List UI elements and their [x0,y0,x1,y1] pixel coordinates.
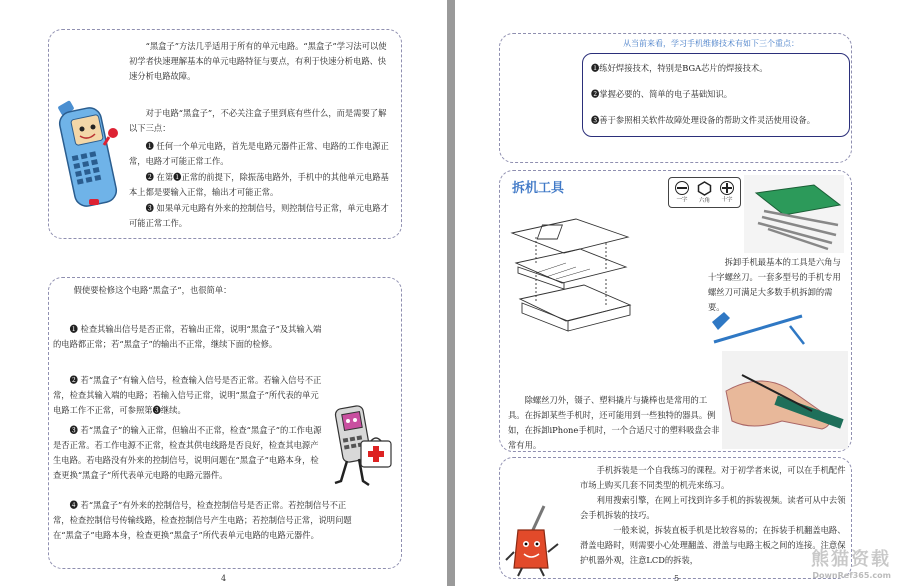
left-repair-box [48,277,402,569]
focus-item-3: ❸善于参照相关软件故障处理设备的帮助文件灵活使用设备。 [591,115,816,125]
hex-tip-icon [697,181,712,204]
watermark [811,545,891,580]
watermark-sub: DownRef365.com [812,571,891,580]
intro-paragraph: “黑盒子”方法几乎适用于所有的单元电路。“黑盒子”学习法可以使初学者快速理解基本的单元电路特征与要点，有利于快速分析电路、快速分析电路故障。 [129,41,387,81]
practice-paragraph-1: 手机拆装是一个自我练习的课程。对于初学者来说，可以在手机配件市场上购买几套不同类型的机壳来练习。 [580,465,846,490]
tools-title: 拆机工具 [512,181,565,196]
point-3: ❸ 如果单元电路有外来的控制信号，则控制信号正常，单元电路才可能正常工作。 [129,203,389,228]
practice-paragraph-2: 利用搜索引擎，在网上可找到许多手机的拆装视频。读者可从中去领会手机拆装的技巧。 [580,495,846,520]
screwdriver-set-photo [744,175,844,253]
practice-paragraph-3: 一般来说，拆装直板手机是比较容易的；在拆装手机翻盖电路、滑盖电路时，则需要小心处理翻盖、滑盖与电路主板之间的连接。注意保护机器外观，注意LCD的拆装， [580,525,846,565]
lead-paragraph: 对于电路“黑盒子”，不必关注盒子里到底有些什么，而是需要了解以下三点： [129,108,387,133]
repair-step-3: ❸ 若“黑盒子”的输入正常，但输出不正常，检查“黑盒子”的工作电源是否正常。若工作电源不正常，检查其供电线路是否良好，检查其电源产生电路。若电路没有外来的控制信号，说明问题在“黑盒子”电路本身，检查更换“黑盒子”所代表单元电路的电路元器件。 [53,425,322,480]
repair-intro: 假使要检修这个电路“黑盒子”，也很简单： [73,285,232,295]
page-number-left: 4 [221,574,227,583]
left-intro-box [48,29,402,239]
book-gutter [447,0,455,586]
watermark-main: 熊猫资载 [811,549,891,570]
tool-label-cross: 十字 [721,197,733,203]
repair-step-2: ❷ 若“黑盒子”有输入信号，检查输入信号是否正常。若输入信号不正常，检查其输入端的电路；若输入信号正常，说明“黑盒子”所代表的单元电路工作不正常，可参照第❸继续。 [53,375,322,415]
disassembly-tools-box [499,170,852,452]
screwdriver-type-icons [668,177,741,208]
tools-paragraph-1: 拆卸手机最基本的工具是六角与十字螺丝刀。一套多型号的手机专用螺丝刀可满足大多数手机拆卸的需要。 [708,257,841,312]
focus-item-1: ❶练好焊接技术，特别是BGA芯片的焊接技术。 [591,63,768,73]
point-1: ❶ 任何一个单元电路，首先是电路元器件正常、电路的工作电源正常，电路才可能正常工作。 [129,141,389,166]
focus-item-2: ❷掌握必要的、简单的电子基础知识。 [591,89,733,99]
cartoon-screwdriver-illustration [504,502,566,578]
pry-tools-photo [706,308,806,348]
cross-tip-icon [720,181,734,204]
hand-prying-photo [722,351,848,449]
cartoon-phone-illustration [49,95,129,210]
repair-step-4: ❹ 若“黑盒子”有外来的控制信号，检查控制信号是否正常。若控制信号不正常，检查控制信号传输线路，检查控制信号产生电路；若控制信号正常，说明问题在“黑盒子”电路本身，检查更换“黑盒子”所代表单元电路的电路元器件。 [53,500,352,540]
disassembly-practice-box [499,457,852,579]
right-page [455,0,897,586]
page-number-right: 5 [674,574,680,583]
focus-heading: 从当前来看，学习手机维修技术有如下三个重点： [623,39,799,48]
tool-label-flat: 一字 [676,197,688,203]
tools-paragraph-2: 除螺丝刀外，镊子、塑料撬片与撬棒也是常用的工具。在拆卸某些手机时，还可能用到一些独特的器具。例如，在拆卸iPhone手机时，一个合适尺寸的塑料吸盘会非常有用。 [508,395,720,450]
left-page [0,0,447,586]
exploded-phone-diagram [506,215,634,355]
repair-step-1: ❶ 检查其输出信号是否正常，若输出正常，说明“黑盒子”及其输入端的电路都正常；若“黑盒子”的输出不正常，继续下面的检修。 [53,324,322,349]
focus-box-border [499,33,852,163]
tool-label-hex: 六角 [698,198,710,204]
cartoon-phone-firstaid-illustration [331,401,397,497]
point-2: ❷ 在第❶正常的前提下，除振荡电路外，手机中的其他单元电路基本上都是要输入正常，输出才可能正常。 [129,172,389,197]
flat-tip-icon [675,181,689,204]
